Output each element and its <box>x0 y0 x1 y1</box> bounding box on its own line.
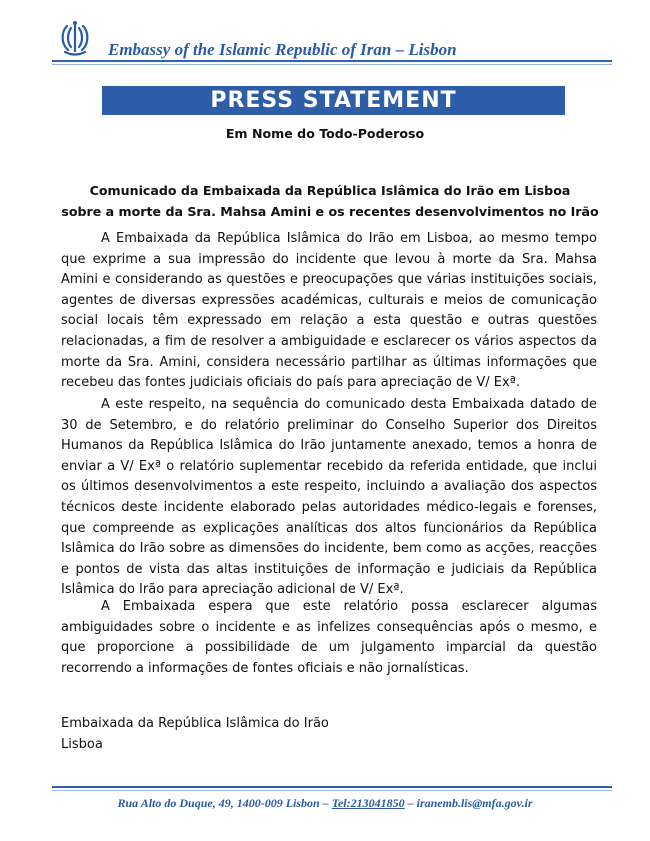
header-divider <box>52 60 612 62</box>
subject-line-2: sobre a morte da Sra. Mahsa Amini e os recentes desenvolvimentos no Irão <box>61 204 599 219</box>
header-divider-thin <box>52 64 612 65</box>
footer-address: Rua Alto do Duque, 49, 1400-009 Lisbon – <box>117 796 332 810</box>
footer-tel-link[interactable]: Tel:213041850 <box>331 796 405 810</box>
footer <box>0 796 650 811</box>
paragraph-1: A Embaixada da República Islâmica do Irão em Lisboa, ao mesmo tempo que exprime a sua impressão do incidente que levou à morte da Sra. Mahsa Amini e considerando as questões e preocupações que várias instituições sociais, agentes de diversas expressões académicas, culturais e meios de comunicação social locais têm expressado em relação a esta questão e outras questões relacionadas, a fim de resolver a ambiguidade e esclarecer os vários aspectos da morte da Sra. Amini, considera necessário partilhar as últimas informações que recebeu das fontes judiciais oficiais do país para apreciação de V/ Exª. <box>61 231 597 391</box>
footer-divider-thin <box>52 790 612 791</box>
press-statement-banner <box>102 86 565 115</box>
invocation: Em Nome do Todo-Poderoso <box>225 126 425 141</box>
footer-divider <box>52 786 612 788</box>
embassy-title: Embassy of the Islamic Republic of Iran – Lisbon <box>108 40 457 59</box>
subject-heading <box>60 180 600 222</box>
subject-line-1: Comunicado da Embaixada da República Islâmica do Irão em Lisboa <box>89 183 571 198</box>
paragraph-3: A Embaixada espera que este relatório possa esclarecer algumas ambiguidades sobre o incidente e as infelizes consequências após o mesmo, e que proporcione a possibilidade de um julgamento imparcial da questão recorrendo a informações de fontes oficiais e não jornalísticas. <box>61 599 597 676</box>
signature-line-1: Embaixada da República Islâmica do Irão <box>61 716 329 731</box>
footer-email: – iranemb.lis@mfa.gov.ir <box>404 796 533 810</box>
paragraph-2: A este respeito, na sequência do comunicado desta Embaixada datado de 30 de Setembro, e do relatório preliminar do Conselho Superior dos Direitos Humanos da República Islâmica do Irão juntamente anexado, temos a honra de enviar a V/ Exª o relatório suplementar recebido da referida entidade, que inclui os últimos desenvolvimentos a este respeito, incluindo a avaliação dos aspectos técnicos deste incidente elaborado pelas autoridades médico-legais e forenses, que compreende as explicações analíticas dos altos funcionários da República Islâmica do Irão sobre as dimensões do incidente, bem como as acções, reacções e pontos de vista das altas instituições de informação e judiciais da República Islâmica do Irão para apreciação adicional de V/ Exª. <box>61 397 597 598</box>
iran-emblem-icon <box>58 18 92 58</box>
letterhead <box>52 14 612 60</box>
signature-line-2: Lisboa <box>61 737 103 752</box>
banner-label: PRESS STATEMENT <box>210 88 457 113</box>
signature-block <box>61 713 329 755</box>
